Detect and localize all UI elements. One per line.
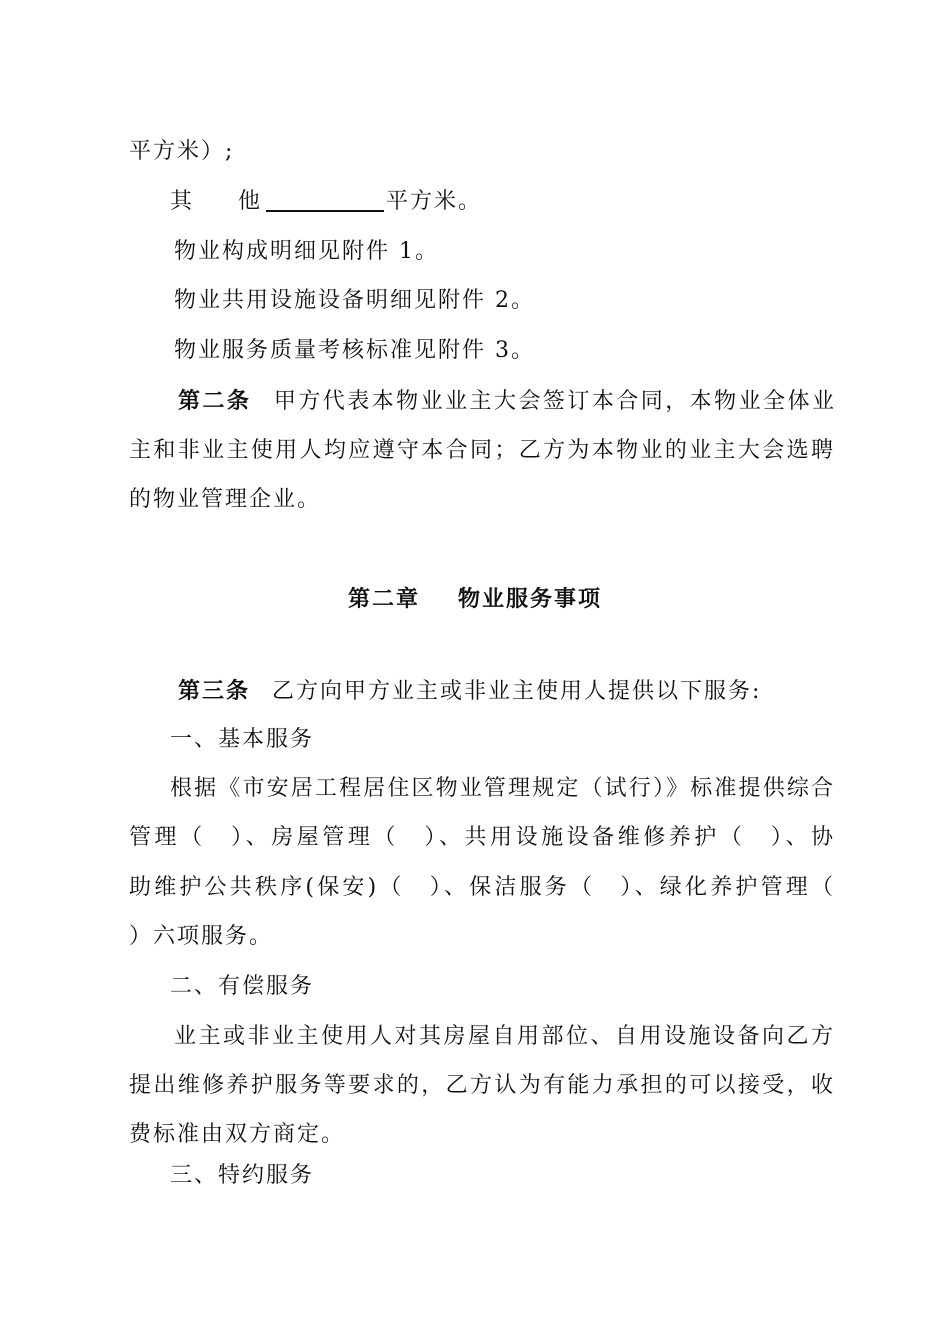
text-line-annex-1: 物业构成明细见附件 1。 — [174, 239, 439, 264]
section-1-para-line-1: 根据《市安居工程居住区物业管理规定（试行）》标准提供综合 — [170, 776, 835, 801]
article-2-line-1 — [178, 386, 836, 416]
other-area-unit: 平方米。 — [386, 189, 483, 214]
section-2-para-line-2: 提出维修养护服务等要求的，乙方认为有能力承担的可以接受，收 — [129, 1073, 835, 1098]
text-line-annex-3: 物业服务质量考核标准见附件 3。 — [174, 338, 535, 363]
article-3-line — [178, 676, 950, 707]
text-line-annex-2: 物业共用设施设备明细见附件 2。 — [174, 288, 535, 313]
chapter-heading — [0, 584, 950, 614]
other-label-char-1: 其 — [170, 189, 195, 214]
article-3-label: 第三条 — [178, 678, 251, 704]
text-line-other-area — [170, 187, 950, 217]
section-1-para-line-2: 管理（ ）、房屋管理（ ）、共用设施设备维修养护（ ）、协 — [129, 825, 835, 850]
chapter-number: 第二章 — [347, 586, 420, 612]
article-2-line-3: 的物业管理企业。 — [129, 487, 322, 512]
section-2-heading: 二、有偿服务 — [170, 974, 315, 999]
fill-in-blank — [266, 188, 384, 212]
article-2-label: 第二条 — [178, 388, 252, 414]
article-2-text: 甲方代表本物业业主大会签订本合同，本物业全体业 — [273, 389, 836, 414]
section-3-heading: 三、特约服务 — [170, 1163, 315, 1188]
section-2-para-line-1: 业主或非业主使用人对其房屋自用部位、自用设施设备向乙方 — [174, 1024, 835, 1049]
text-line-area-unit: 平方米）; — [129, 139, 235, 164]
article-2-line-2: 主和非业主使用人均应遵守本合同；乙方为本物业的业主大会选聘 — [129, 438, 835, 463]
article-3-text: 乙方向甲方业主或非业主使用人提供以下服务: — [272, 679, 762, 704]
other-label-char-2: 他 — [238, 189, 263, 214]
section-1-para-line-3: 助维护公共秩序(保安)（ ）、保洁服务（ ）、绿化养护管理（ — [129, 875, 835, 900]
chapter-title: 物业服务事项 — [458, 586, 603, 612]
section-1-para-line-4: ）六项服务。 — [129, 924, 274, 949]
section-2-para-line-3: 费标准由双方商定。 — [129, 1122, 346, 1147]
section-1-heading: 一、基本服务 — [170, 727, 315, 752]
